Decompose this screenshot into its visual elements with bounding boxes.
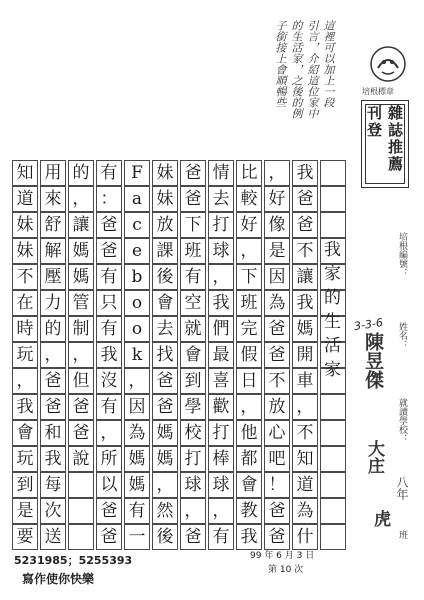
grid-cell [320, 420, 346, 446]
grid-cell: 爸 [96, 238, 122, 264]
grid-cell: 我 [292, 290, 318, 316]
grid-cell: 爸 [292, 186, 318, 212]
grid-cell: 像 [264, 212, 290, 238]
grid-cell: ， [12, 368, 38, 394]
grid-cell: ， [208, 498, 234, 524]
grid-cell: 妹 [12, 212, 38, 238]
bacon-logo [368, 44, 408, 84]
grid-cell: 以 [96, 472, 122, 498]
grid-cell: 為 [124, 420, 150, 446]
grid-cell: 球 [208, 238, 234, 264]
grid-cell: ， [68, 342, 94, 368]
grid-cell: 球 [180, 472, 206, 498]
grid-column [124, 160, 152, 550]
grid-cell: ： [96, 186, 122, 212]
grid-cell: 有 [96, 394, 122, 420]
grid-cell: 管 [68, 290, 94, 316]
school-name: 大庄 [364, 440, 384, 474]
teacher-comment [272, 20, 336, 170]
grid-cell: 我 [292, 160, 318, 186]
grid-cell: 爸 [180, 186, 206, 212]
grid-cell: 所 [96, 446, 122, 472]
grid-cell: ， [180, 498, 206, 524]
grid-cell [320, 472, 346, 498]
grid-cell: 讓 [68, 212, 94, 238]
grid-cell: 妹 [12, 238, 38, 264]
grid-cell: 時 [12, 316, 38, 342]
grid-cell: k [124, 342, 150, 368]
grid-cell: 然 [152, 498, 178, 524]
grid-cell: 找 [152, 342, 178, 368]
grid-cell [68, 498, 94, 524]
grid-cell [320, 212, 346, 238]
grid-cell: 去 [152, 316, 178, 342]
grid-cell: 每 [40, 472, 66, 498]
grid-cell: 好 [264, 186, 290, 212]
grid-column [96, 160, 124, 550]
grid-cell: 爸 [96, 212, 122, 238]
grid-cell: 我 [12, 394, 38, 420]
grid-cell: ， [68, 186, 94, 212]
grid-cell: 爸 [152, 368, 178, 394]
grid-cell [320, 186, 346, 212]
grid-cell: 們 [208, 316, 234, 342]
grid-cell: 班 [180, 238, 206, 264]
grid-cell: 道 [12, 186, 38, 212]
grid-cell: 日 [236, 368, 262, 394]
grid-cell: 會 [152, 290, 178, 316]
grid-cell: ， [264, 160, 290, 186]
grid-cell: 打 [208, 212, 234, 238]
grid-cell: 完 [236, 316, 262, 342]
grid-cell: 我 [96, 342, 122, 368]
grid-cell: 玩 [12, 446, 38, 472]
grid-cell: 知 [12, 160, 38, 186]
grid-cell: 爸 [264, 524, 290, 550]
essay-title: 我家的生活家 [320, 240, 340, 384]
grid-cell: 是 [12, 498, 38, 524]
grid-cell: o [124, 290, 150, 316]
grid-cell: ， [292, 394, 318, 420]
stamp-text: 雜誌推薦刊登 [365, 105, 404, 173]
grid-cell: a [124, 186, 150, 212]
grid-cell: 爸 [68, 394, 94, 420]
grid-cell: 只 [96, 290, 122, 316]
grid-cell: 說 [68, 446, 94, 472]
grid-cell: 有 [180, 264, 206, 290]
grid-cell: 爸 [152, 394, 178, 420]
grid-cell: 不 [264, 368, 290, 394]
grid-cell [320, 524, 346, 550]
grid-cell: 喜 [208, 368, 234, 394]
grid-cell: 班 [236, 290, 262, 316]
handwritten-id: 3-3-6 [353, 316, 384, 333]
phone-number: 5231985；5255393 [14, 554, 133, 567]
grid-cell: ， [236, 394, 262, 420]
grid-cell [320, 498, 346, 524]
grid-cell: 有 [208, 524, 234, 550]
slogan: 寫作使你快樂 [22, 572, 95, 586]
grid-cell: 的 [68, 160, 94, 186]
grid-cell: 沒 [96, 368, 122, 394]
grid-cell: 歡 [208, 394, 234, 420]
grid-cell: 妹 [152, 186, 178, 212]
grid-cell: 因 [264, 264, 290, 290]
grid-cell [68, 472, 94, 498]
grid-cell: 為 [264, 290, 290, 316]
grid-cell: 下 [236, 264, 262, 290]
grid-cell: b [124, 264, 150, 290]
grid-cell: 爸 [264, 498, 290, 524]
grid-cell: 到 [12, 472, 38, 498]
grid-cell: F [124, 160, 150, 186]
grid-cell: 媽 [292, 316, 318, 342]
grid-cell: 的 [40, 316, 66, 342]
grid-cell: 後 [152, 524, 178, 550]
grid-cell: 爸 [96, 498, 122, 524]
grid-cell: 解 [40, 238, 66, 264]
grid-cell: ， [40, 342, 66, 368]
grid-cell [320, 446, 346, 472]
grid-column [292, 160, 320, 550]
grid-cell: 媽 [68, 238, 94, 264]
grid-cell: 會 [236, 472, 262, 498]
grid-cell: 有 [96, 264, 122, 290]
grid-cell: 棒 [208, 446, 234, 472]
grid-cell: 壓 [40, 264, 66, 290]
grid-cell: 我 [236, 524, 262, 550]
grid-cell: 不 [292, 420, 318, 446]
grid-cell: 假 [236, 342, 262, 368]
comment-line: 子銜接上會順暢些 [274, 20, 287, 108]
grid-cell: 開 [292, 342, 318, 368]
page-number: 第 10 次 [268, 565, 304, 575]
grid-cell: 來 [40, 186, 66, 212]
grid-cell: 吧 [264, 446, 290, 472]
grid-cell: 下 [180, 212, 206, 238]
grid-cell: 用 [40, 160, 66, 186]
author-name: 陳昱傑 [362, 332, 384, 389]
grid-cell: 空 [180, 290, 206, 316]
grid-cell: 玩 [12, 342, 38, 368]
grid-cell: 不 [292, 238, 318, 264]
grid-cell [320, 160, 346, 186]
grid-cell: e [124, 238, 150, 264]
school-label: 就讀學校： [397, 398, 407, 443]
grid-cell: ， [236, 238, 262, 264]
grid-cell: 媽 [152, 446, 178, 472]
grid-cell: 為 [292, 498, 318, 524]
grade: 八年 [395, 476, 409, 500]
grid-cell: 會 [180, 342, 206, 368]
grid-cell: 最 [208, 342, 234, 368]
grid-cell: c [124, 212, 150, 238]
grid-column [208, 160, 236, 550]
date: 99 年 6 月 3 日 [250, 551, 315, 561]
class-name: 虎 [370, 510, 390, 527]
grid-cell: 道 [292, 472, 318, 498]
grid-cell: 我 [208, 290, 234, 316]
class-label: 班 [397, 530, 407, 539]
grid-cell: 車 [292, 368, 318, 394]
grid-cell: 媽 [124, 446, 150, 472]
grid-cell: 爸 [40, 368, 66, 394]
grid-cell: 爸 [96, 524, 122, 550]
comment-line: 的生活家，之後的例 [290, 20, 303, 119]
grid-cell: 有 [96, 316, 122, 342]
grid-cell: 力 [40, 290, 66, 316]
grid-cell: 去 [208, 186, 234, 212]
grid-cell: 爸 [264, 342, 290, 368]
grid-cell: 爸 [180, 524, 206, 550]
grid-cell: 一 [124, 524, 150, 550]
grid-column [152, 160, 180, 550]
grid-column [180, 160, 208, 550]
grid-cell: ， [208, 264, 234, 290]
comment-line: 這裡可以加上一段 [322, 20, 335, 108]
grid-cell: 舒 [40, 212, 66, 238]
grid-cell: 好 [236, 212, 262, 238]
grid-cell: 有 [124, 498, 150, 524]
grid-column [68, 160, 96, 550]
grid-cell [320, 394, 346, 420]
grid-cell: 學 [180, 394, 206, 420]
grid-column [264, 160, 292, 550]
grid-cell: 後 [152, 264, 178, 290]
id-label: 培根編號： [397, 232, 407, 277]
grid-cell: 因 [124, 394, 150, 420]
grid-cell: 爸 [264, 316, 290, 342]
grid-cell: 要 [12, 524, 38, 550]
grid-cell: 爸 [68, 420, 94, 446]
grid-cell: 打 [208, 420, 234, 446]
grid-cell [68, 524, 94, 550]
grid-cell: 什 [292, 524, 318, 550]
essay-grid [12, 160, 344, 550]
comment-line: 引言，介紹這位家中 [306, 20, 319, 119]
grid-cell: 送 [40, 524, 66, 550]
grid-cell: 有 [96, 160, 122, 186]
grid-cell: 制 [68, 316, 94, 342]
grid-cell: 放 [264, 394, 290, 420]
grid-cell: 心 [264, 420, 290, 446]
grid-cell: 較 [236, 186, 262, 212]
grid-cell: 爸 [180, 160, 206, 186]
grid-cell: 會 [12, 420, 38, 446]
grid-cell: 教 [236, 498, 262, 524]
grid-cell: 情 [208, 160, 234, 186]
grid-cell: ， [124, 368, 150, 394]
grid-cell: 課 [152, 238, 178, 264]
grid-cell: 知 [292, 446, 318, 472]
grid-cell: 不 [12, 264, 38, 290]
grid-column [236, 160, 264, 550]
grid-cell: o [124, 316, 150, 342]
grid-cell: 就 [180, 316, 206, 342]
grid-cell: 校 [180, 420, 206, 446]
grid-cell: 和 [40, 420, 66, 446]
grid-cell: 在 [12, 290, 38, 316]
grid-cell: 放 [152, 212, 178, 238]
grid-cell: 媽 [152, 420, 178, 446]
grid-cell: 我 [40, 446, 66, 472]
bacon-logo-icon [368, 44, 408, 84]
grid-cell: 媽 [68, 264, 94, 290]
grid-cell: 打 [180, 446, 206, 472]
recommend-stamp [361, 100, 409, 188]
grid-column [40, 160, 68, 550]
grid-cell: 他 [236, 420, 262, 446]
grid-cell: 比 [236, 160, 262, 186]
grid-cell: 妹 [152, 160, 178, 186]
grid-cell: 是 [264, 238, 290, 264]
grid-cell: 到 [180, 368, 206, 394]
grid-cell: ， [152, 472, 178, 498]
grid-cell: 球 [208, 472, 234, 498]
grid-cell: 爸 [40, 394, 66, 420]
logo-caption: 培根標章 [362, 87, 394, 96]
grid-column [12, 160, 40, 550]
grid-cell: 都 [236, 446, 262, 472]
name-label: 姓名： [397, 322, 407, 349]
grid-cell: ， [96, 420, 122, 446]
grid-cell: 媽 [124, 472, 150, 498]
grid-cell: 爸 [292, 212, 318, 238]
grid-cell: ！ [264, 472, 290, 498]
grid-cell: 次 [40, 498, 66, 524]
grid-cell: 讓 [292, 264, 318, 290]
grid-cell: 但 [68, 368, 94, 394]
